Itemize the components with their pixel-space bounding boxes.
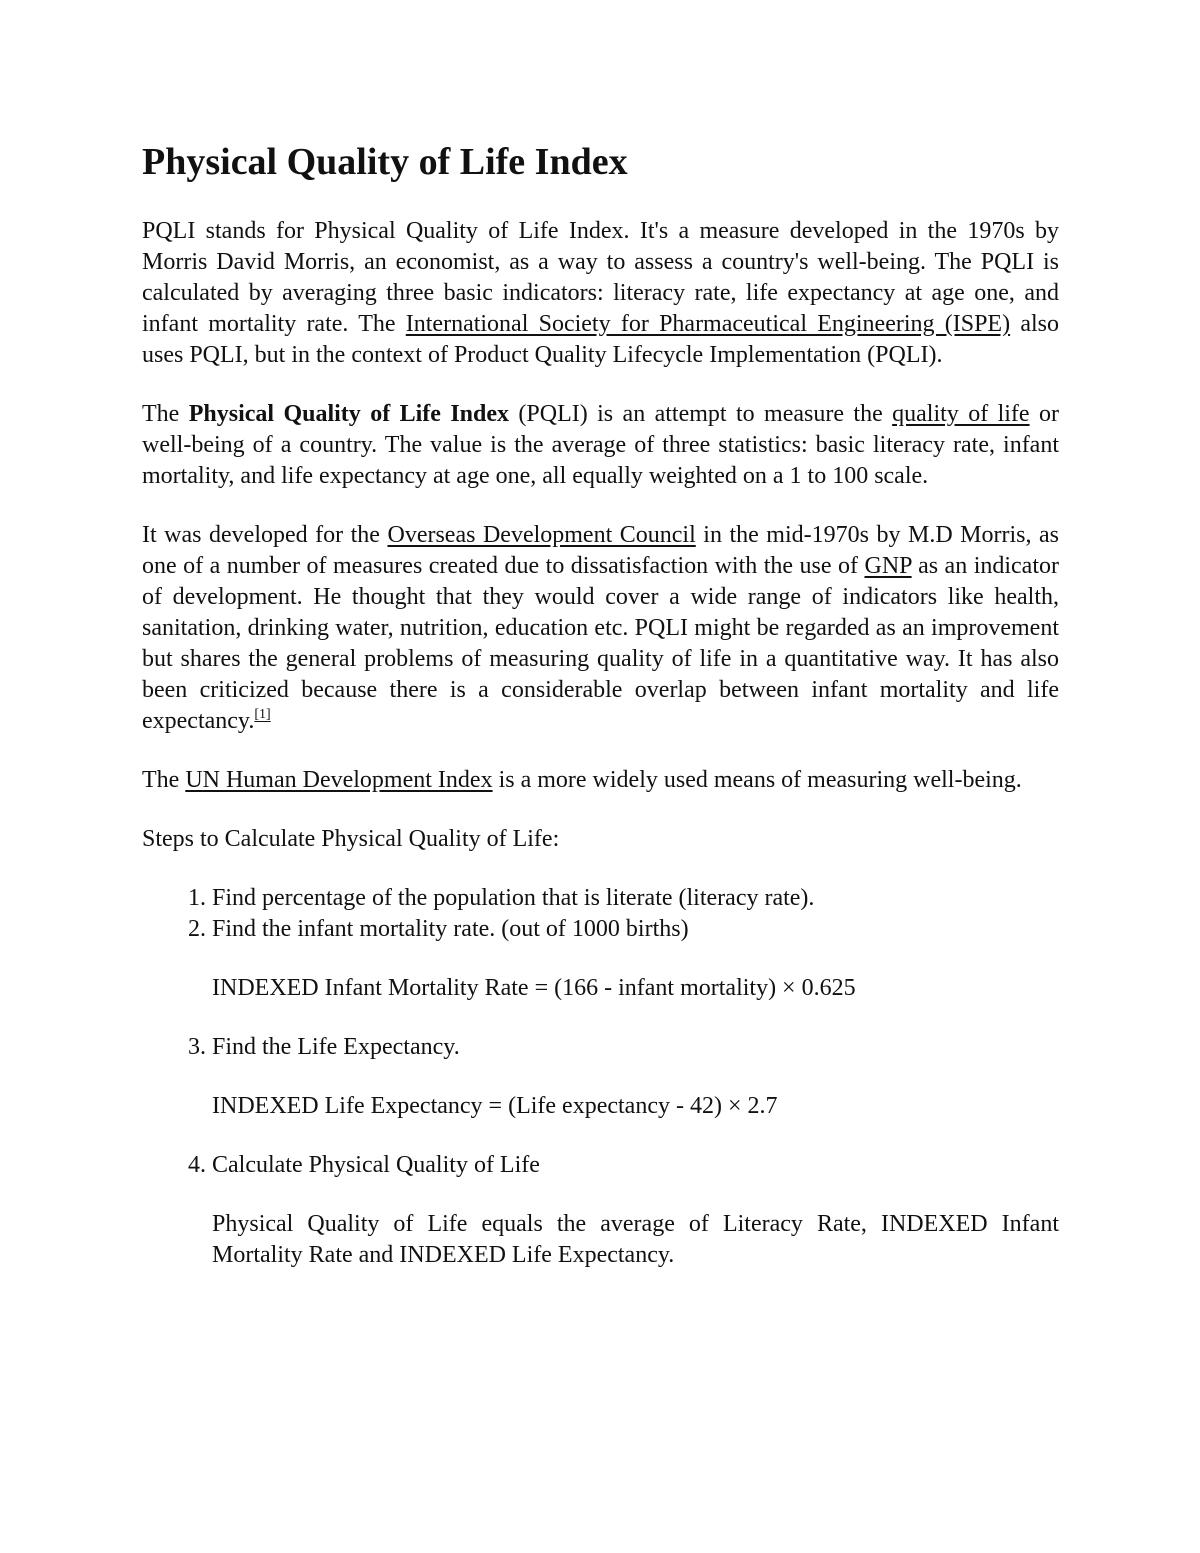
paragraph-definition: The Physical Quality of Life Index (PQLI) is an attempt to measure the quality of life or well-being of a country. The value is the average of three statistics: basic literacy rate, infant mortality, and life expectancy at age one, all equally weighted on a 1 to 100 scale. bbox=[142, 400, 1059, 489]
paragraph-intro: PQLI stands for Physical Quality of Life Index. It's a measure developed in the 1970s by Morris David Morris, an economist, as a way to assess a country's well-being. The PQLI is calculated by averaging three basic indicators: literacy rate, life expectancy at age one, and infant mortality rate. The International Society for Pharmaceutical Engineering (ISPE) also uses PQLI, but in the context of Product Quality Lifecycle Implementation (PQLI). bbox=[142, 217, 1059, 368]
page-title: Physical Quality of Life Index bbox=[142, 141, 628, 183]
list-item: 1. Find percentage of the population that is literate (literacy rate). bbox=[212, 883, 1059, 914]
steps-heading: Steps to Calculate Physical Quality of Life: bbox=[142, 825, 560, 852]
infant-mortality-formula: INDEXED Infant Mortality Rate = (166 - infant mortality) × 0.625 bbox=[212, 974, 856, 1001]
ispe-link[interactable]: International Society for Pharmaceutical Engineering (ISPE) bbox=[405, 310, 1011, 337]
footnote-link[interactable]: [1] bbox=[254, 706, 271, 722]
gnp-link[interactable]: GNP bbox=[864, 552, 912, 579]
overseas-development-council-link[interactable]: Overseas Development Council bbox=[387, 521, 696, 548]
document-page bbox=[142, 140, 1059, 1271]
hdi-link[interactable]: UN Human Development Index bbox=[185, 766, 493, 793]
pqli-formula: Physical Quality of Life equals the average of Literacy Rate, INDEXED Infant Mortality Rate and INDEXED Life Expectancy. bbox=[212, 1210, 1059, 1268]
paragraph-history: It was developed for the Overseas Development Council in the mid-1970s by M.D Morris, as one of a number of measures created due to dissatisfaction with the use of GNP as an indicator of development. He thought that they would cover a wide range of indicators like health, sanitation, drinking water, nutrition, education etc. PQLI might be regarded as an improvement but shares the general problems of measuring quality of life in a quantitative way. It has also been criticized because there is a considerable overlap between infant mortality and life expectancy.[1] bbox=[142, 521, 1060, 734]
life-expectancy-formula: INDEXED Life Expectancy = (Life expectancy - 42) × 2.7 bbox=[212, 1092, 778, 1119]
list-item: 2. Find the infant mortality rate. (out of 1000 births) INDEXED Infant Mortality Rate = (166 - infant mortality) × 0.625 bbox=[212, 914, 1059, 1004]
bold-term: Physical Quality of Life Index bbox=[188, 400, 510, 427]
quality-of-life-link[interactable]: quality of life bbox=[892, 400, 1030, 427]
list-item: 3. Find the Life Expectancy. INDEXED Life Expectancy = (Life expectancy - 42) × 2.7 bbox=[212, 1032, 1059, 1122]
paragraph-hdi: The UN Human Development Index is a more widely used means of measuring well-being. bbox=[142, 766, 1022, 793]
steps-list bbox=[142, 883, 1059, 1271]
list-item: 4. Calculate Physical Quality of Life Physical Quality of Life equals the average of Literacy Rate, INDEXED Infant Mortality Rate and INDEXED Life Expectancy. bbox=[212, 1150, 1059, 1271]
